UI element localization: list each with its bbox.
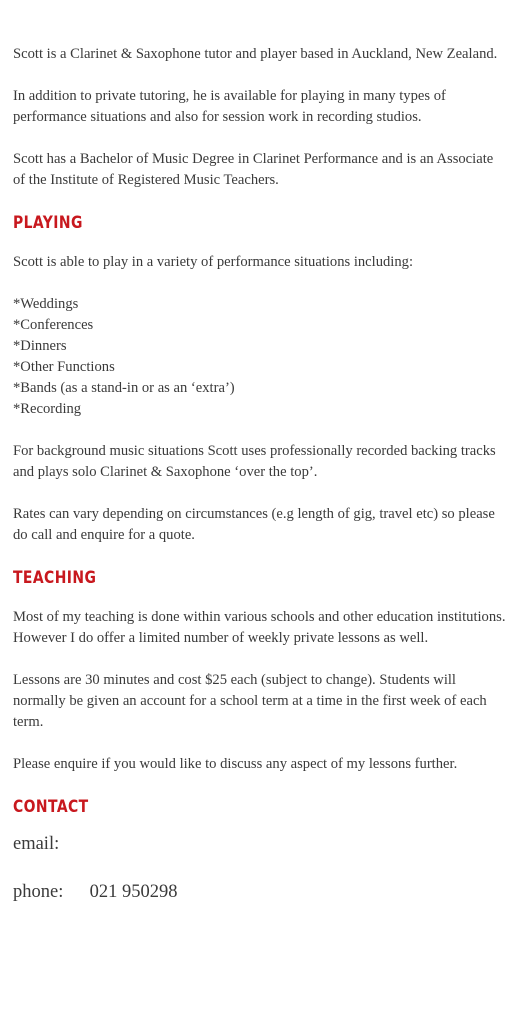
teaching-heading: TEACHING [13,568,97,588]
phone-label: phone: [13,882,64,902]
playing-heading: PLAYING [13,213,83,233]
email-label: email: [13,834,60,854]
teaching-paragraph-2: Lessons are 30 minutes and cost $25 each (subject to change). Students will normally be given an account for a school term at a time in the first week of each term. [13,672,487,730]
playing-rates-paragraph: Rates can vary depending on circumstances (e.g length of gig, travel etc) so please do call and enquire for a quote. [13,506,495,543]
email-row [13,831,507,857]
playing-background-paragraph: For background music situations Scott uses professionally recorded backing tracks and plays solo Clarinet & Saxophone ‘over the top’. [13,443,496,480]
list-item: *Bands (as a stand-in or as an ‘extra’) [13,380,235,396]
intro-paragraph-2: In addition to private tutoring, he is available for playing in many types of performance situations and also for session work in recording studios. [13,88,446,125]
playing-intro: Scott is able to play in a variety of performance situations including: [13,254,414,270]
intro-paragraph-1: Scott is a Clarinet & Saxophone tutor and player based in Auckland, New Zealand. [13,46,498,62]
list-item: *Other Functions [13,359,115,375]
phone-value[interactable]: 021 950298 [89,882,178,902]
intro-paragraph-3: Scott has a Bachelor of Music Degree in Clarinet Performance and is an Associate of the Institute of Registered Music Teachers. [13,151,494,188]
list-item: *Recording [13,401,82,417]
list-item: *Conferences [13,317,94,333]
list-item: *Weddings [13,296,79,312]
teaching-paragraph-1: Most of my teaching is done within various schools and other education institutions. However I do offer a limited number of weekly private lessons as well. [13,609,506,646]
teaching-paragraph-3: Please enquire if you would like to discuss any aspect of my lessons further. [13,756,458,772]
playing-list [13,294,507,420]
contact-heading: CONTACT [13,797,89,817]
page-content [13,44,507,905]
list-item: *Dinners [13,338,67,354]
phone-row [13,879,507,905]
